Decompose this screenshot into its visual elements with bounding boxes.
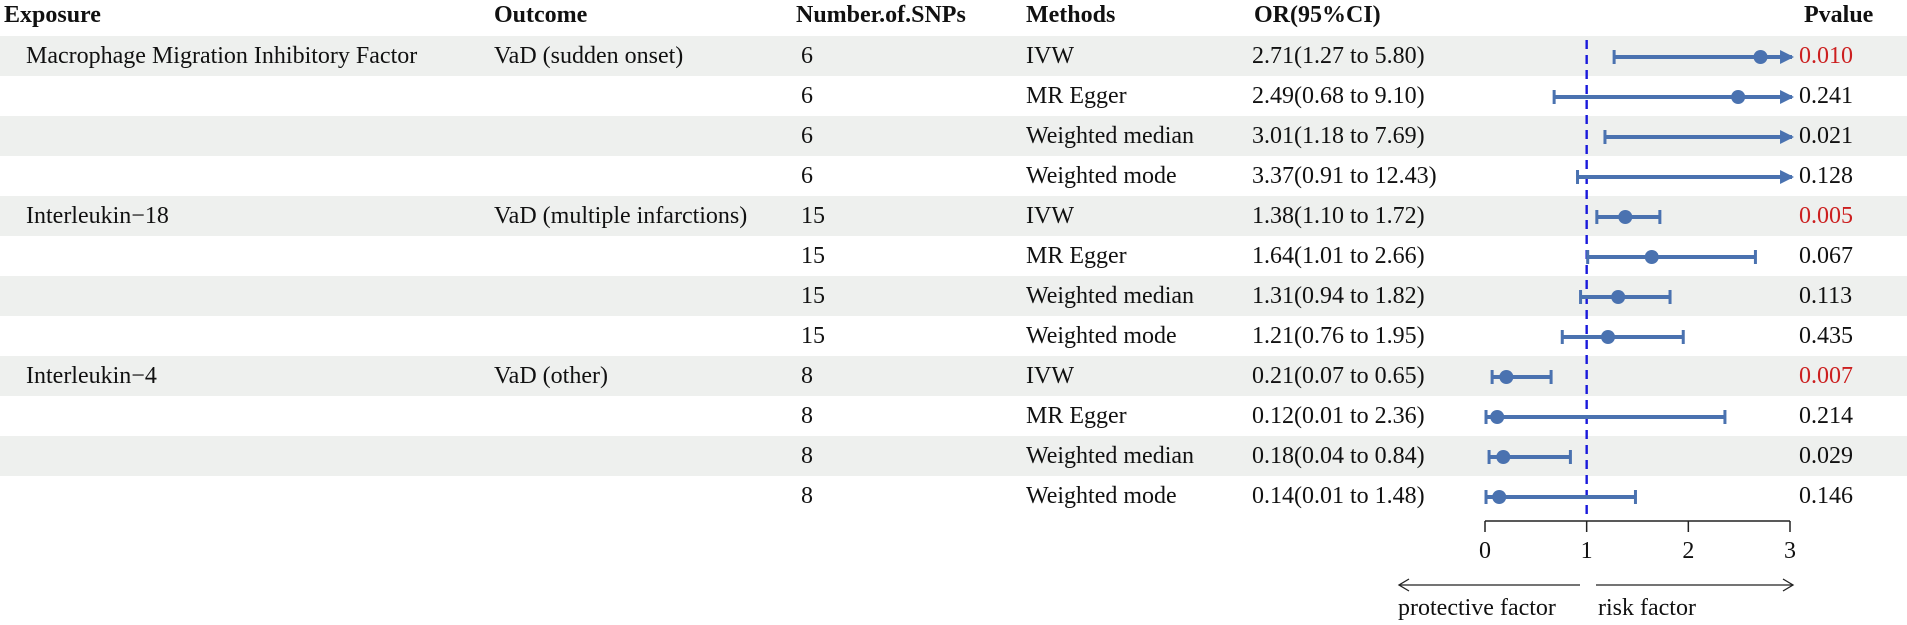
ci-marker-row [1492,370,1551,384]
x-tick-label: 0 [1479,538,1491,564]
snp-count-cell: 8 [801,443,813,469]
method-cell: Weighted median [1026,123,1195,149]
pvalue-cell: 0.214 [1799,403,1853,429]
pvalue-cell: 0.007 [1799,363,1853,389]
pvalue-cell: 0.146 [1799,483,1853,509]
ci-arrow [1780,90,1794,104]
header-pvalue: Pvalue [1804,2,1874,28]
or-ci-cell: 0.18(0.04 to 0.84) [1252,443,1425,469]
method-cell: MR Egger [1026,243,1127,269]
pvalue-cell: 0.029 [1799,443,1853,469]
ci-marker-row [1581,290,1670,304]
or-ci-cell: 0.12(0.01 to 2.36) [1252,403,1425,429]
or-ci-cell: 0.14(0.01 to 1.48) [1252,483,1425,509]
method-cell: IVW [1026,363,1074,389]
point-estimate [1496,450,1510,464]
or-ci-cell: 1.31(0.94 to 1.82) [1252,283,1425,309]
snp-count-cell: 6 [801,163,813,189]
ci-marker-row [1578,170,1795,184]
method-cell: Weighted mode [1026,163,1177,189]
pvalue-cell: 0.021 [1799,123,1853,149]
header-outcome: Outcome [494,2,588,28]
outcome-cell: VaD (sudden onset) [494,43,684,69]
method-cell: MR Egger [1026,83,1127,109]
point-estimate [1754,50,1768,64]
x-tick-label: 1 [1580,538,1593,564]
outcome-cell: VaD (other) [494,363,608,389]
exposure-cell: Interleukin−4 [26,363,157,389]
pvalue-cell: 0.067 [1799,243,1853,269]
method-cell: IVW [1026,43,1074,69]
ci-marker-row [1489,450,1570,464]
pvalue-cell: 0.128 [1799,163,1853,189]
ci-marker-row [1554,90,1794,104]
pvalue-cell: 0.435 [1799,323,1853,349]
snp-count-cell: 15 [801,323,825,349]
pvalue-cell: 0.010 [1799,43,1853,69]
header-exposure: Exposure [4,2,101,28]
or-ci-cell: 0.21(0.07 to 0.65) [1252,363,1425,389]
point-estimate [1499,370,1513,384]
method-cell: Weighted median [1026,443,1195,469]
or-ci-cell: 2.71(1.27 to 5.80) [1252,43,1425,69]
or-ci-cell: 1.38(1.10 to 1.72) [1252,203,1425,229]
ci-arrow [1780,170,1794,184]
snp-count-cell: 15 [801,243,825,269]
risk-factor-label: risk factor [1598,595,1696,621]
method-cell: Weighted median [1026,283,1195,309]
or-ci-cell: 1.64(1.01 to 2.66) [1252,243,1425,269]
ci-arrow [1780,50,1794,64]
outcome-cell: VaD (multiple infarctions) [494,203,748,229]
method-cell: IVW [1026,203,1074,229]
ci-marker-row [1605,130,1794,144]
snp-count-cell: 6 [801,83,813,109]
x-axis [1479,521,1796,564]
snp-count-cell: 8 [801,403,813,429]
or-ci-cell: 3.37(0.91 to 12.43) [1252,163,1437,189]
ci-marker-row [1486,410,1725,424]
or-ci-cell: 1.21(0.76 to 1.95) [1252,323,1425,349]
ci-marker-row [1588,250,1756,264]
snp-count-cell: 6 [801,43,813,69]
protective-factor-label: protective factor [1398,595,1556,621]
point-estimate [1731,90,1745,104]
ci-marker-row [1597,210,1660,224]
direction-indicator [1398,579,1793,621]
snp-count-cell: 8 [801,363,813,389]
pvalue-cell: 0.241 [1799,83,1853,109]
pvalue-cell: 0.005 [1799,203,1853,229]
method-cell: Weighted mode [1026,323,1177,349]
x-tick-label: 3 [1784,538,1796,564]
point-estimate [1618,210,1632,224]
point-estimate [1611,290,1625,304]
exposure-cell: Interleukin−18 [26,203,169,229]
header-or-ci: OR(95%CI) [1254,2,1381,28]
ci-marker-row [1614,50,1794,64]
point-estimate [1490,410,1504,424]
snp-count-cell: 15 [801,203,825,229]
or-ci-cell: 2.49(0.68 to 9.10) [1252,83,1425,109]
ci-arrow [1780,130,1794,144]
pvalue-cell: 0.113 [1799,283,1853,309]
method-cell: Weighted mode [1026,483,1177,509]
method-cell: MR Egger [1026,403,1127,429]
ci-marker-row [1562,330,1683,344]
snp-count-cell: 8 [801,483,813,509]
snp-count-cell: 15 [801,283,825,309]
x-tick-label: 2 [1682,538,1695,564]
snp-count-cell: 6 [801,123,813,149]
or-ci-cell: 3.01(1.18 to 7.69) [1252,123,1425,149]
header-number-of-snps: Number.of.SNPs [796,2,966,28]
point-estimate [1601,330,1615,344]
point-estimate [1492,490,1506,504]
ci-marker-row [1486,490,1635,504]
header-methods: Methods [1026,2,1116,28]
exposure-cell: Macrophage Migration Inhibitory Factor [26,43,418,69]
point-estimate [1645,250,1659,264]
